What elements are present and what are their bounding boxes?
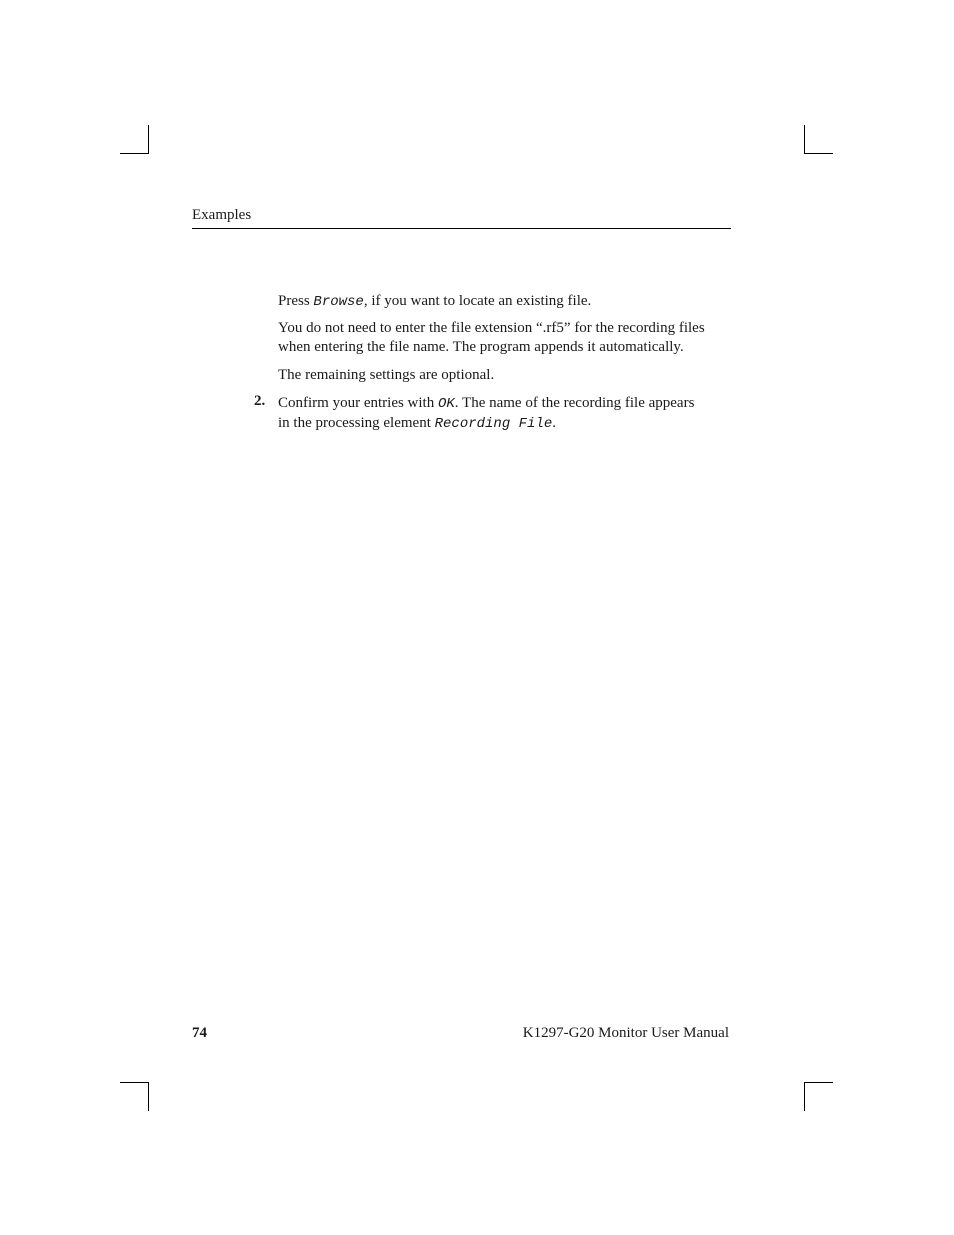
browse-keyword: Browse xyxy=(313,294,364,310)
crop-mark-bottom-right-horizontal xyxy=(804,1082,833,1083)
crop-mark-top-left-horizontal xyxy=(120,153,149,154)
step-number: 2. xyxy=(254,393,266,409)
recording-file-keyword: Recording File xyxy=(434,416,553,432)
crop-mark-top-right-horizontal xyxy=(804,153,833,154)
step-line-2-pre: in the processing element xyxy=(278,415,435,431)
paragraph-browse-post: , if you want to locate an existing file. xyxy=(363,293,592,309)
extension-note-line-1: You do not need to enter the file extension “.rf5” for the recording files xyxy=(278,320,705,336)
paragraph-browse xyxy=(278,292,733,312)
page-number: 74 xyxy=(192,1025,207,1041)
crop-mark-bottom-right-vertical xyxy=(804,1082,805,1111)
paragraph-optional-settings: The remaining settings are optional. xyxy=(278,367,495,383)
paragraph-browse-pre: Press xyxy=(278,293,314,309)
crop-mark-bottom-left-vertical xyxy=(148,1082,149,1111)
step-line-1-pre: Confirm your entries with xyxy=(278,395,438,411)
crop-mark-top-right-vertical xyxy=(804,125,805,154)
running-header: Examples xyxy=(192,207,252,223)
step-line-1-post: . The name of the recording file appears xyxy=(454,395,695,411)
ok-keyword: OK xyxy=(437,396,455,412)
header-rule xyxy=(192,228,731,229)
manual-title: K1297-G20 Monitor User Manual xyxy=(522,1025,729,1041)
crop-mark-top-left-vertical xyxy=(148,125,149,154)
step-text xyxy=(278,394,733,434)
extension-note-line-2: when entering the file name. The program appends it automatically. xyxy=(278,339,684,355)
crop-mark-bottom-left-horizontal xyxy=(120,1082,149,1083)
paragraph-extension-note xyxy=(278,319,733,357)
step-line-2-post: . xyxy=(552,415,556,431)
